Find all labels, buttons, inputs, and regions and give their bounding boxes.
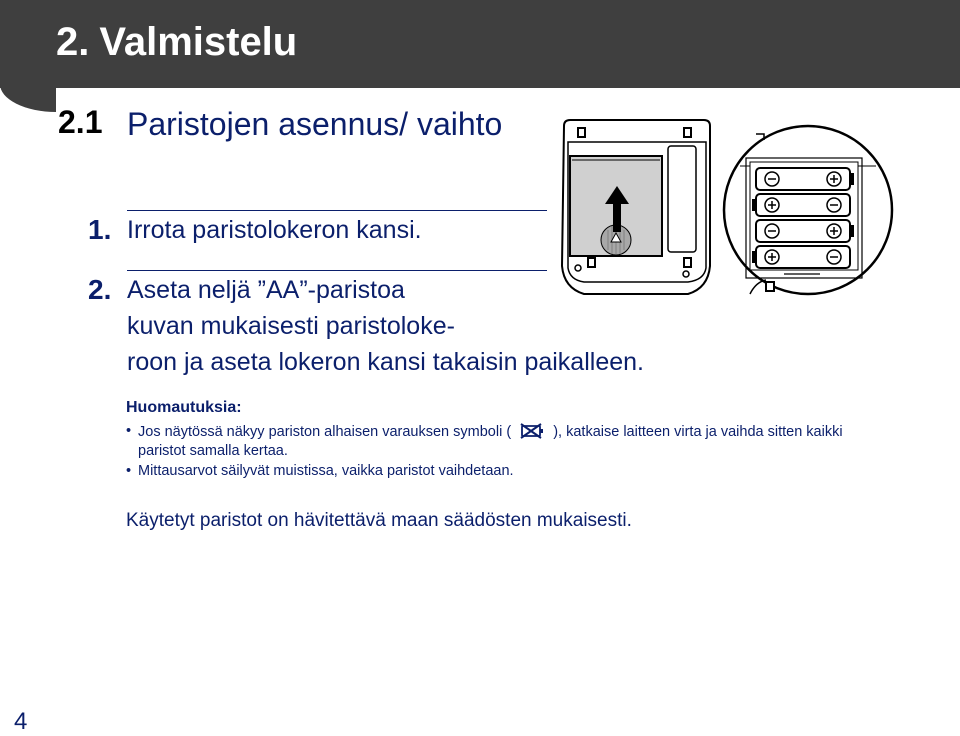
notes-block <box>126 398 906 482</box>
chapter-number: 2. <box>56 20 90 64</box>
battery-2 <box>752 194 850 216</box>
note-1-text-after: ), katkaise laitteen virta ja vaihda sitten kaikki <box>553 424 843 440</box>
step-2-number: 2. <box>88 274 112 305</box>
bullet: • <box>126 423 132 439</box>
battery-1 <box>756 168 854 190</box>
device-back-cover-illustration <box>558 116 714 300</box>
step-divider <box>127 210 547 211</box>
header-bar-curve <box>0 84 56 112</box>
low-battery-icon <box>519 422 545 440</box>
chapter-heading <box>56 18 297 66</box>
note-1-text-line-2: paristot samalla kertaa. <box>138 443 288 459</box>
note-1-text-before: Jos näytössä näkyy pariston alhaisen varauksen symboli ( <box>138 424 512 440</box>
section-title: Paristojen asennus/ vaihto <box>127 106 503 142</box>
notes-title: Huomautuksia: <box>126 399 242 416</box>
battery-disposal-text: Käytetyt paristot on hävitettävä maan säädösten mukaisesti. <box>126 510 632 531</box>
page-number: 4 <box>14 708 28 735</box>
step-2-line-1: Aseta neljä ”AA”-paristoa <box>127 276 405 304</box>
battery-compartment-illustration <box>722 122 896 300</box>
chapter-title: Valmistelu <box>99 20 298 64</box>
section-number: 2.1 <box>58 104 103 140</box>
step-1-text: Irrota paristolokeron kansi. <box>127 216 422 244</box>
battery-3 <box>756 220 854 242</box>
step-2-line-3: roon ja aseta lokeron kansi takaisin paikalleen. <box>127 348 644 376</box>
notes-list <box>126 422 906 481</box>
bullet: • <box>126 463 132 479</box>
note-2-text: Mittausarvot säilyvät muistissa, vaikka paristot vaihdetaan. <box>138 463 514 479</box>
note-item <box>126 422 906 461</box>
note-item <box>126 462 906 481</box>
battery-4 <box>752 246 850 268</box>
step-divider <box>127 270 547 271</box>
step-2-line-2: kuvan mukaisesti paristoloke- <box>127 312 455 340</box>
step-1-number: 1. <box>88 214 112 245</box>
